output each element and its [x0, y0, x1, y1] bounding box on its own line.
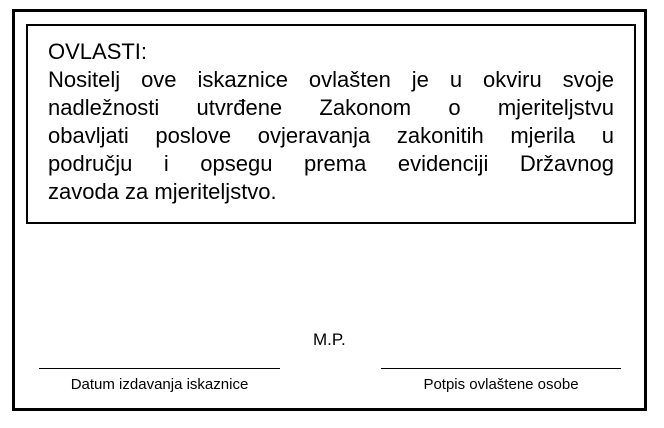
authority-text — [48, 66, 614, 206]
authority-text-line: zavoda za mjeriteljstvo. — [48, 179, 277, 204]
signature-label: Potpis ovlaštene osobe — [423, 376, 579, 393]
authority-text-line: nadležnosti utvrđene Zakonom o mjeriteljstvu — [48, 95, 614, 120]
seal-placeholder-label: M.P. — [313, 330, 346, 349]
issue-date-line — [39, 368, 280, 369]
authority-text-line: Nositelj ove iskaznice ovlašten je u okviru svoje — [48, 67, 614, 92]
signature-line — [381, 368, 621, 369]
issue-date-label: Datum izdavanja iskaznice — [70, 376, 249, 393]
authority-section — [26, 24, 636, 224]
authority-title: OVLASTI: — [48, 39, 148, 64]
authority-text-line: obavljati poslove ovjeravanja zakonitih mjerila u — [48, 123, 614, 148]
authority-text-line: području i opsegu prema evidenciji Državnog — [48, 151, 614, 176]
